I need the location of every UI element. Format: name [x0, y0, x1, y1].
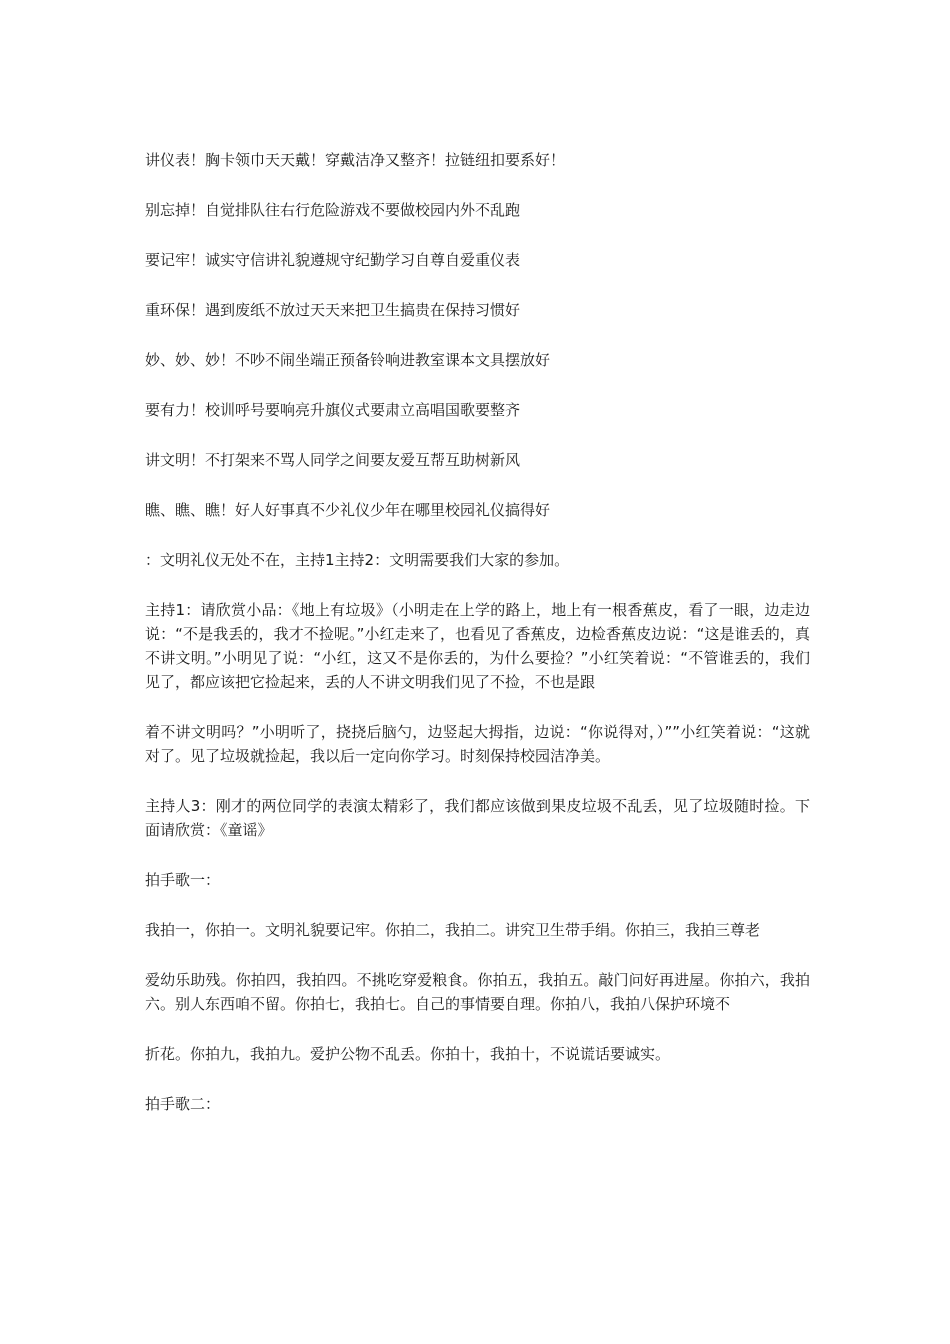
paragraph-9: ：文明礼仪无处不在，主持1主持2：文明需要我们大家的参加。 [145, 551, 570, 569]
paragraph-17: 拍手歌二： [145, 1095, 221, 1113]
paragraph-8: 瞧、瞧、瞧！好人好事真不少礼仪少年在哪里校园礼仪搞得好 [145, 501, 551, 519]
document-body [145, 148, 810, 1142]
paragraph-3: 要记牢！诚实守信讲礼貌遵规守纪勤学习自尊自爱重仪表 [145, 251, 521, 269]
paragraph-16: 折花。你拍九，我拍九。爱护公物不乱丢。你拍十，我拍十，不说谎话要诚实。 [145, 1045, 671, 1063]
paragraph-15: 爱幼乐助残。你拍四，我拍四。不挑吃穿爱粮食。你拍五，我拍五。敲门问好再进屋。你拍六，我拍六。别人东西咱不留。你拍七，我拍七。自己的事情要自理。你拍八，我拍八保护环境不 [145, 971, 810, 1013]
paragraph-7: 讲文明！不打架来不骂人同学之间要友爱互帮互助树新风 [145, 451, 521, 469]
paragraph-1: 讲仪表！胸卡领巾天天戴！穿戴洁净又整齐！拉链纽扣要系好！ [145, 151, 566, 169]
paragraph-6: 要有力！校训呼号要响亮升旗仪式要肃立高唱国歌要整齐 [145, 401, 521, 419]
paragraph-14: 我拍一，你拍一。文明礼貌要记牢。你拍二，我拍二。讲究卫生带手绢。你拍三，我拍三尊老 [145, 921, 761, 939]
paragraph-2: 别忘掉！自觉排队往右行危险游戏不要做校园内外不乱跑 [145, 201, 521, 219]
paragraph-5: 妙、妙、妙！不吵不闹坐端正预备铃响进教室课本文具摆放好 [145, 351, 551, 369]
paragraph-10: 主持1：请欣赏小品：《地上有垃圾》（小明走在上学的路上，地上有一根香蕉皮，看了一眼，边走边说：“不是我丢的，我才不捡呢。”小红走来了，也看见了香蕉皮，边检香蕉皮边说：“这是谁丢的，真不讲文明。”小明见了说：“小红，这又不是你丢的，为什么要捡？”小红笑着说：“不管谁丢的，我们见了，都应该把它捡起来，丢的人不讲文明我们见了不捡，不也是跟 [145, 601, 810, 691]
paragraph-4: 重环保！遇到废纸不放过天天来把卫生搞贵在保持习惯好 [145, 301, 521, 319]
paragraph-13: 拍手歌一： [145, 871, 221, 889]
paragraph-11: 着不讲文明吗？”小明听了，挠挠后脑勺，边竖起大拇指，边说：“你说得对，）””小红笑着说：“这就对了。见了垃圾就捡起，我以后一定向你学习。时刻保持校园洁净美。 [145, 723, 810, 765]
paragraph-12: 主持人3：刚才的两位同学的表演太精彩了，我们都应该做到果皮垃圾不乱丢，见了垃圾随时捡。下面请欣赏：《童谣》 [145, 797, 810, 839]
